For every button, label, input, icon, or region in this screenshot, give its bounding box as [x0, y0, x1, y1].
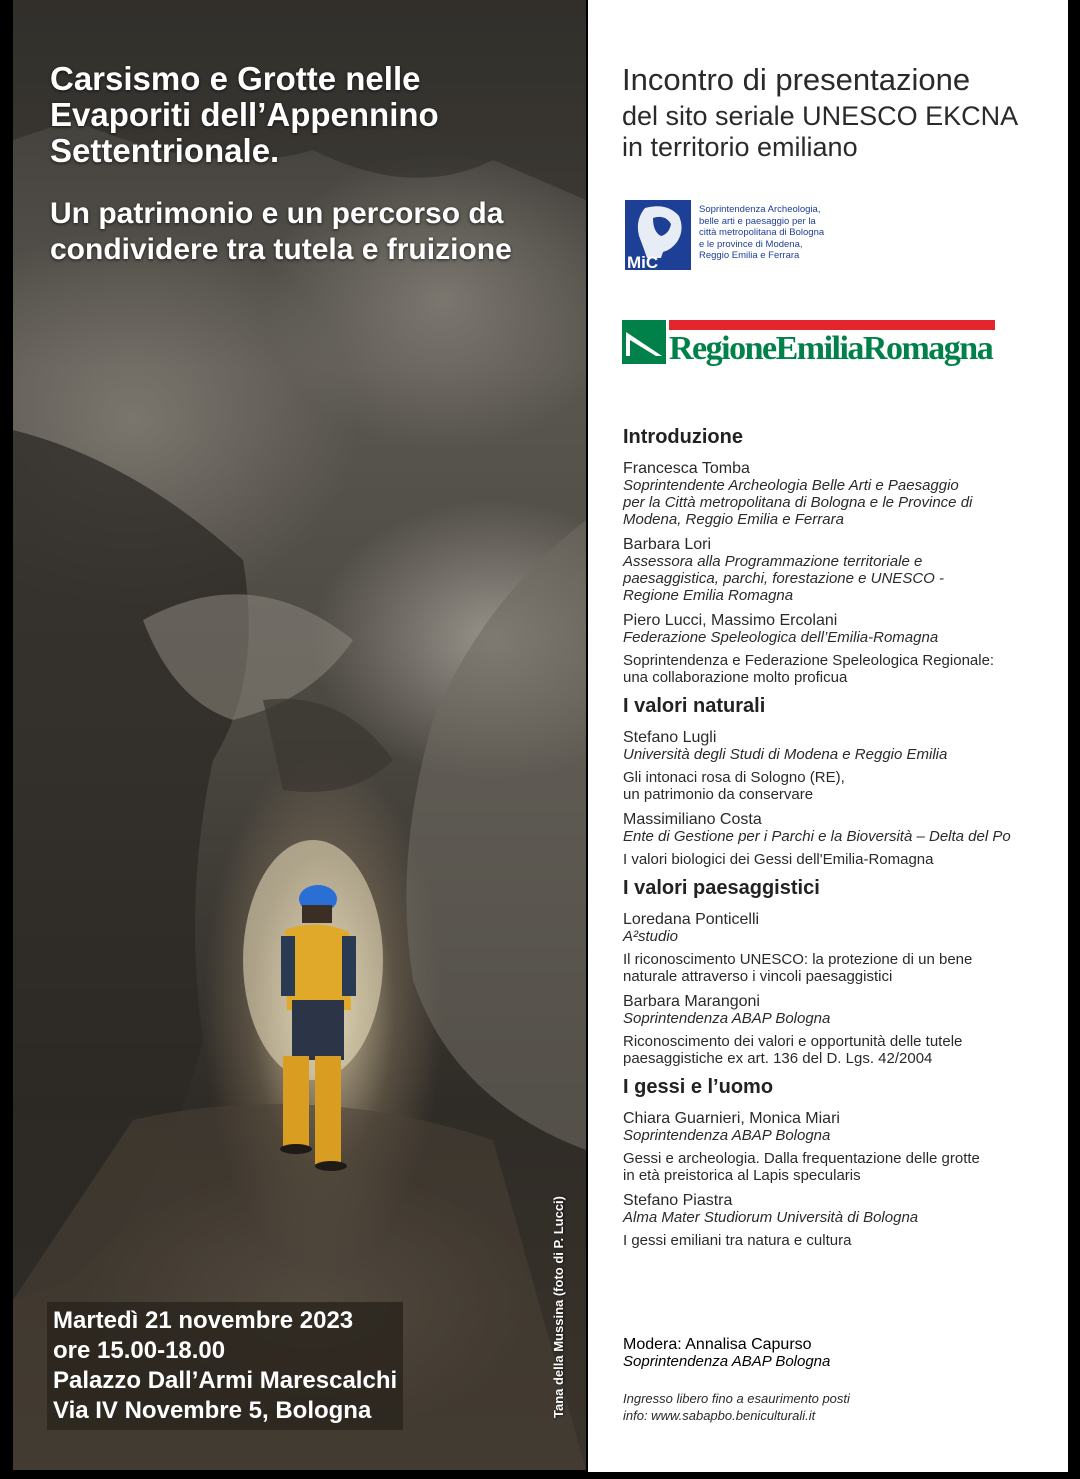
talk-line: Soprintendenza e Federazione Speleologica Regionale:: [623, 652, 995, 669]
speaker-affiliation: paesaggistica, parchi, forestazione e UNESCO -: [623, 570, 944, 587]
talk-line: Gessi e archeologia. Dalla frequentazione delle grotte: [623, 1150, 980, 1167]
speaker-affiliation: Ente di Gestione per i Parchi e la Bioversità – Delta del Po: [623, 828, 1011, 845]
section-title: Introduzione: [623, 426, 743, 448]
speaker-affiliation: Soprintendenza ABAP Bologna: [623, 1127, 831, 1144]
talk-line: naturale attraverso i vincoli paesaggistici: [623, 968, 893, 985]
talk-line: una collaborazione molto proficua: [623, 669, 848, 686]
speaker-affiliation: Regione Emilia Romagna: [623, 587, 794, 604]
subtitle-line: Un patrimonio e un percorso da: [50, 197, 504, 230]
section-valori-paesaggistici: [623, 876, 1053, 1067]
speaker-entry: [623, 911, 1053, 985]
cave-photo-panel: [13, 0, 586, 1470]
heading-line: Incontro di presentazione: [622, 62, 971, 97]
event-time: ore 15.00-18.00: [53, 1337, 226, 1364]
mic-text-line: Reggio Emilia e Ferrara: [699, 250, 800, 261]
speaker-affiliation: Alma Mater Studiorum Università di Bologna: [623, 1209, 919, 1226]
program-list: [623, 425, 1053, 1257]
mic-text-line: belle arti e paesaggio per la: [699, 215, 816, 227]
event-date: Martedì 21 novembre 2023: [53, 1307, 354, 1334]
speaker-entry: [623, 811, 1053, 868]
speaker-affiliation: per la Città metropolitana di Bologna e le Province di: [623, 494, 973, 511]
speaker-affiliation: Soprintendente Archeologia Belle Arti e Paesaggio: [623, 477, 959, 494]
speaker-entry: [623, 536, 1053, 604]
talk-line: un patrimonio da conservare: [623, 786, 814, 803]
section-title: I gessi e l’uomo: [623, 1076, 774, 1098]
talk-line: I gessi emiliani tra natura e cultura: [623, 1232, 852, 1249]
footer-link[interactable]: info: www.sabapbo.beniculturali.it: [623, 1408, 816, 1423]
section-gessi-uomo: [623, 1075, 1053, 1249]
mic-logo: [625, 200, 691, 270]
speaker-affiliation: Federazione Speleologica dell’Emilia-Romagna: [623, 629, 939, 646]
title-line: Settentrionale.: [50, 132, 280, 169]
moderator-entry: [623, 1336, 830, 1370]
talk-title: [623, 1033, 1053, 1067]
speaker-entry: [623, 993, 1053, 1067]
rer-logo-text: RegioneEmiliaRomagna: [669, 330, 993, 367]
speaker-affiliation: Soprintendenza ABAP Bologna: [623, 1010, 831, 1027]
mic-text-line: città metropolitana di Bologna: [699, 227, 825, 238]
speaker-entry: [623, 729, 1053, 803]
mic-institution-text: [699, 204, 869, 262]
event-address: Via IV Novembre 5, Bologna: [53, 1397, 372, 1424]
mic-text-line: e le province di Modena,: [699, 238, 803, 250]
speaker-affiliation: Assessora alla Programmazione territoriale e: [623, 553, 923, 570]
talk-title: [623, 769, 1053, 803]
speaker-name: Loredana Ponticelli: [623, 911, 760, 928]
speaker-name: Stefano Piastra: [623, 1192, 733, 1209]
speaker-entry: [623, 460, 1053, 528]
speaker-name: Piero Lucci, Massimo Ercolani: [623, 612, 838, 629]
title-line: Carsismo e Grotte nelle: [50, 60, 421, 97]
talk-title: [623, 1150, 1053, 1184]
subtitle-line: condividere tra tutela e fruizione: [50, 233, 512, 266]
speaker-affiliation: Modena, Reggio Emilia e Ferrara: [623, 511, 844, 528]
mic-text-line: Soprintendenza Archeologia,: [699, 204, 821, 215]
event-info-box: [47, 1302, 403, 1430]
speaker-name: Francesca Tomba: [623, 460, 750, 477]
rer-logo-bar: [669, 320, 995, 330]
speaker-affiliation: Università degli Studi di Modena e Reggio Emilia: [623, 746, 948, 763]
program-panel: [588, 0, 1068, 1472]
mic-head-icon: [625, 200, 691, 270]
talk-line: Il riconoscimento UNESCO: la protezione di un bene: [623, 951, 973, 968]
talk-line: in età preistorica al Lapis specularis: [623, 1167, 861, 1184]
speaker-name: Massimiliano Costa: [623, 811, 762, 828]
speaker-name: Barbara Marangoni: [623, 993, 760, 1010]
talk-title: [623, 1232, 1053, 1249]
photo-credit: Tana della Mussina (foto di P. Lucci): [551, 1196, 566, 1418]
talk-line: Riconoscimento dei valori e opportunità delle tutele: [623, 1033, 963, 1050]
section-title: I valori naturali: [623, 695, 766, 717]
moderator-affiliation: Soprintendenza ABAP Bologna: [623, 1353, 831, 1370]
speaker-name: Barbara Lori: [623, 536, 712, 553]
speaker-entry: [623, 612, 1053, 686]
footer-line: Ingresso libero fino a esaurimento posti: [623, 1391, 850, 1406]
talk-title: [623, 851, 1053, 868]
speaker-entry: [623, 1192, 1053, 1249]
talk-line: Gli intonaci rosa di Sologno (RE),: [623, 769, 845, 786]
speaker-name: Chiara Guarnieri, Monica Miari: [623, 1110, 840, 1127]
heading-line: in territorio emiliano: [622, 132, 858, 162]
section-title: I valori paesaggistici: [623, 877, 820, 899]
talk-line: paesaggistiche ex art. 136 del D. Lgs. 42/2004: [623, 1050, 933, 1067]
footer-note: [623, 1390, 850, 1424]
section-valori-naturali: [623, 694, 1053, 868]
event-venue: Palazzo Dall’Armi Marescalchi: [53, 1367, 398, 1394]
moderator-name: Modera: Annalisa Capurso: [623, 1336, 812, 1353]
speaker-name: Stefano Lugli: [623, 729, 717, 746]
mic-mark: MiC: [627, 253, 659, 270]
title-line: Evaporiti dell’Appennino: [50, 96, 439, 133]
heading-line: del sito seriale UNESCO EKCNA: [622, 101, 1019, 131]
talk-title: [623, 652, 1053, 686]
rer-flag-icon: [622, 320, 666, 364]
talk-line: I valori biologici dei Gessi dell'Emilia-Romagna: [623, 851, 934, 868]
speaker-entry: [623, 1110, 1053, 1184]
speaker-affiliation: A²studio: [623, 928, 679, 945]
talk-title: [623, 951, 1053, 985]
section-introduzione: [623, 425, 1053, 686]
